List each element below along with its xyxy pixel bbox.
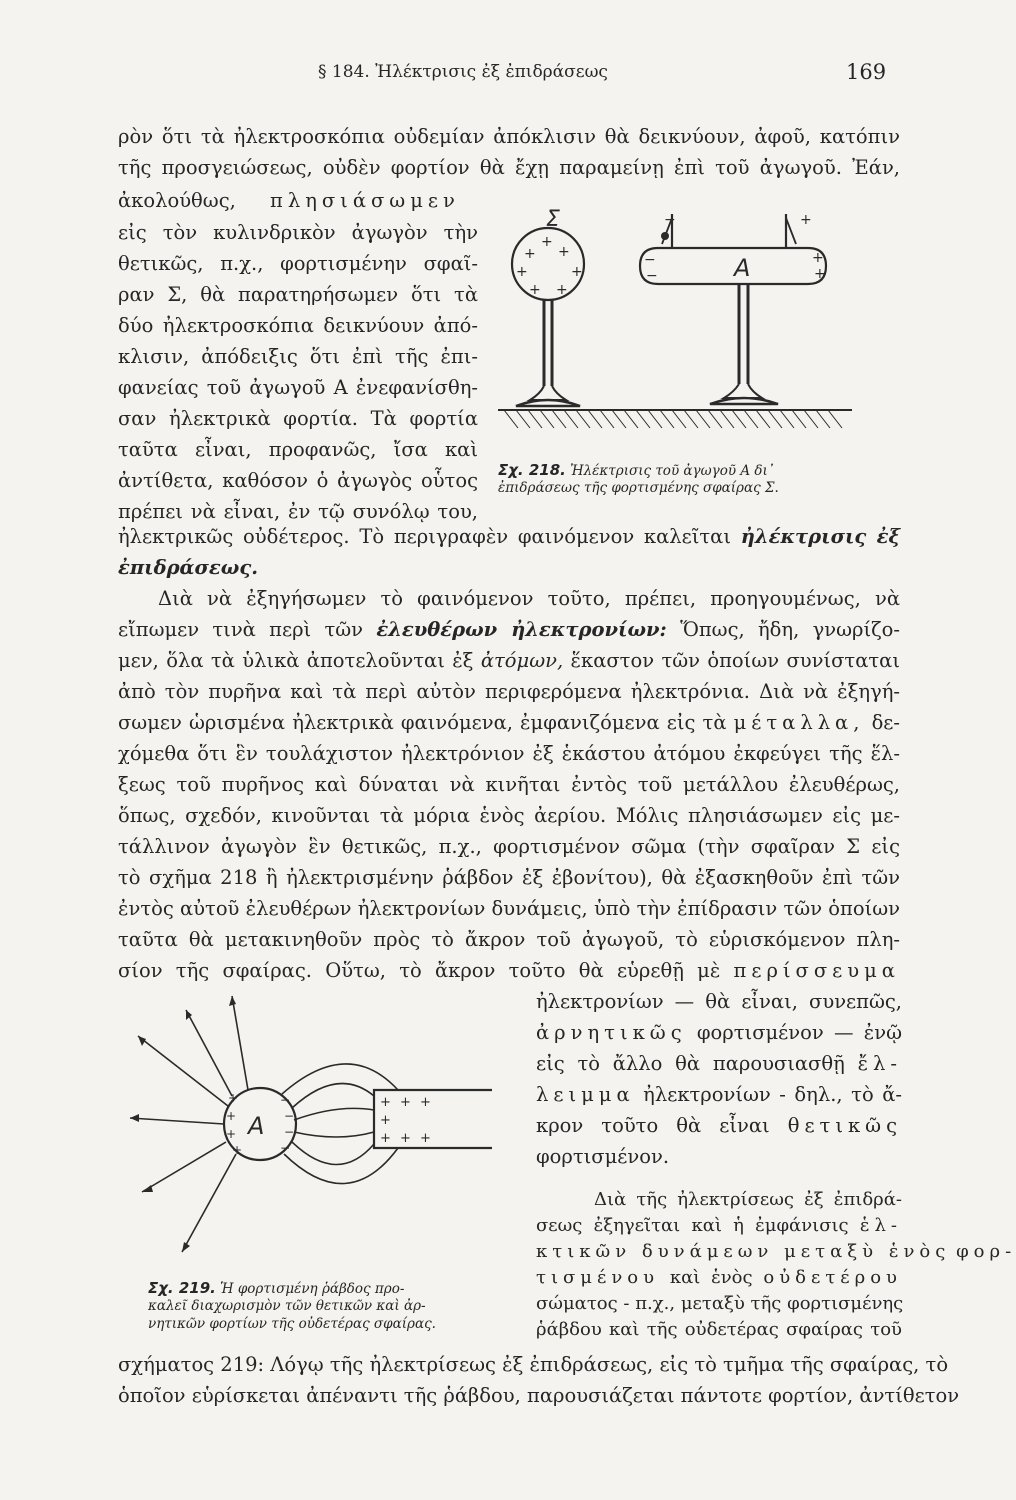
term-heading: ἠλέκτρισις ἐξ [740, 525, 901, 548]
text-line: ῥάβδου καὶ τῆς οὐδετέρας σφαίρας τοῦ [536, 1319, 902, 1340]
text-line: λειμμα ἠλεκτρονίων - δηλ., τὸ ἄ- [536, 1083, 902, 1106]
conductor-charge: − [646, 268, 658, 284]
figure-219 [128, 996, 508, 1278]
sphere-charge: − [280, 1141, 291, 1155]
sphere-charge: + [529, 282, 541, 298]
text-line: ἀκολούθως, πλησιάσωμεν [118, 189, 460, 212]
text-line: ραν Σ, θὰ παρατηρήσωμεν ὅτι τὰ [118, 283, 478, 306]
text-line: χόμεθα ὅτι ἓν τουλάχιστον ἠλεκτρόνιον ἐξ ἑκάστου ἀτόμου ἐκφεύγει τῆς ἕλ- [118, 742, 900, 765]
rod-charge: + [380, 1095, 391, 1110]
text-line: τὸ σχῆμα 218 ἢ ἠλεκτρισμένην ῥάβδον ἐξ ἐβονίτου), θὰ ἐξασκηθοῦν ἐπὶ τῶν [118, 866, 900, 889]
ground-hatching [504, 410, 842, 428]
sphere-charge: + [232, 1143, 243, 1157]
sphere-charge: + [571, 264, 583, 280]
text-line: ἀντίθετα, καθόσον ὁ ἀγωγὸς οὗτος [118, 469, 478, 492]
text-line: κρον τοῦτο θὰ εἶναι θετικῶς [536, 1114, 903, 1137]
sphere-charge: − [280, 1093, 291, 1107]
figure-218 [494, 196, 854, 458]
text-line: σχήματος 219: Λόγῳ τῆς ἠλεκτρίσεως ἐξ ἐπιδράσεως, εἰς τὸ τμῆμα τῆς σφαίρας, τὸ [118, 1353, 949, 1376]
sphere-charge: + [228, 1091, 239, 1105]
text-line: Διὰ τῆς ἠλεκτρίσεως ἐξ ἐπιδρά- [594, 1189, 902, 1210]
caption-218: Σχ. 218. Ἠλέκτρισις τοῦ ἀγωγοῦ Α δι᾿ [498, 461, 775, 479]
text-line: ταῦτα εἶναι, προφανῶς, ἴσα καὶ [118, 438, 478, 461]
text-line: ὁποῖον εὑρίσκεται ἀπέναντι τῆς ῥάβδου, παρουσιάζεται πάντοτε φορτίον, ἀντίθετον [118, 1384, 960, 1407]
text-line: σωμεν ὡρισμένα ἠλεκτρικὰ φαινόμενα, ἐμφανιζόμενα εἰς τὰ μέταλλα, δε- [118, 711, 900, 734]
conductor-charge: + [812, 250, 824, 266]
text-line: Διὰ νὰ ἐξηγήσωμεν τὸ φαινόμενον τοῦτο, πρέπει, προηγουμένως, νὰ [158, 587, 900, 610]
cylindrical-conductor [640, 248, 826, 284]
text-line: ρὸν ὅτι τὰ ἠλεκτροσκόπια οὐδεμίαν ἀπόκλισιν θὰ δεικνύουν, ἀφοῦ, κατόπιν [118, 125, 900, 148]
text-line: ἠλεκτρονίων — θὰ εἶναι, συνεπῶς, [536, 990, 902, 1013]
label-sphere-a: Α [248, 1112, 265, 1140]
running-head: § 184. Ἠλέκτρισις ἐξ ἐπιδράσεως [318, 62, 608, 82]
label-sphere: Σ [546, 207, 560, 232]
text-line: πρέπει νὰ εἶναι, ἐν τῷ συνόλῳ του, [118, 500, 478, 523]
sphere-charge: − [284, 1109, 295, 1123]
rod-charge: + [380, 1131, 391, 1146]
text-line: σαν ἠλεκτρικὰ φορτία. Τὰ φορτία [118, 407, 478, 430]
text-line: εἴπωμεν τινὰ περὶ τῶν ἐλευθέρων ἠλεκτρονίων: Ὅπως, ἤδη, γνωρίζο- [118, 618, 901, 641]
caption-219: Σχ. 219. Ἡ φορτισμένη ῥάβδος προ- [148, 1279, 405, 1297]
text-line: σίον τῆς σφαίρας. Οὕτω, τὸ ἄκρον τοῦτο θὰ εὑρεθῇ μὲ περίσσευμα [118, 959, 900, 982]
leaf-charge: + [800, 212, 812, 228]
page-number: 169 [846, 60, 887, 84]
text-line: ταῦτα θὰ μετακινηθοῦν πρὸς τὸ ἄκρον τοῦ ἀγωγοῦ, τὸ εὑρισκόμενον πλη- [118, 928, 900, 951]
text-line: κλισιν, ἀπόδειξις ὅτι ἐπὶ τῆς ἐπι- [118, 345, 478, 368]
text-line: δύο ἠλεκτροσκόπια δεικνύουν ἀπό- [118, 314, 478, 337]
conductor-charge: − [644, 252, 656, 268]
text-line: ἀπὸ τὸν πυρῆνα καὶ τὰ περὶ αὐτὸν περιφερόμενα ἠλεκτρόνια. Διὰ νὰ ἐξηγή- [118, 680, 900, 703]
text-line: εἰς τὸ ἄλλο θὰ παρουσιασθῇ ἔλ- [536, 1052, 902, 1075]
text-line: τισμένου καὶ ἑνὸς οὐδετέρου [536, 1267, 902, 1288]
sphere-charge: + [516, 264, 528, 280]
charged-rod [374, 1090, 492, 1148]
text-line: σεως ἐξηγεῖται καὶ ἡ ἐμφάνισις ἑλ- [536, 1215, 902, 1236]
text-line: φορτισμένον. [536, 1145, 670, 1168]
caption-219-line-2: καλεῖ διαχωρισμὸν τῶν θετικῶν καὶ ἀρ- [148, 1298, 426, 1314]
text-line: κτικῶν δυνάμεων μεταξὺ ἑνὸς φορ- [536, 1241, 1016, 1262]
conductor-charge: + [814, 266, 826, 282]
sphere-charge: + [226, 1109, 237, 1123]
sphere-charge: + [541, 234, 553, 250]
sphere-charge: + [556, 282, 568, 298]
sphere-charge: + [226, 1127, 237, 1141]
leaf-charge: − [664, 212, 676, 228]
rod-charge: + [420, 1095, 431, 1110]
text-line: ἀρνητικῶς φορτισμένον — ἐνῷ [536, 1021, 902, 1044]
rod-charge: + [420, 1131, 431, 1146]
text-line: τάλλινον ἀγωγὸν ἓν θετικῶς, π.χ., φορτισμένον σῶμα (τὴν σφαῖραν Σ εἰς [118, 835, 900, 858]
text-line: ἐντὸς αὐτοῦ ἐλευθέρων ἠλεκτρονίων δυνάμεις, ὑπὸ τὴν ἐπίδρασιν τῶν ὁποίων [118, 897, 900, 920]
label-conductor: Α [734, 254, 751, 282]
text-line: ξεως τοῦ πυρῆνος καὶ δύναται νὰ κινῆται ἐντὸς τοῦ μετάλλου ἐλευθέρως, [118, 773, 900, 796]
rod-charge: + [380, 1113, 391, 1128]
rod-charge: + [400, 1095, 411, 1110]
text-line: ἠλεκτρικῶς οὐδέτερος. Τὸ περιγραφὲν φαινόμενον καλεῖται ἠλέκτρισις ἐξ [118, 525, 901, 548]
text-line: σώματος - π.χ., μεταξὺ τῆς φορτισμένης [536, 1293, 904, 1314]
text-line: θετικῶς, π.χ., φορτισμένην σφαῖ- [118, 252, 478, 275]
sphere-charge: − [284, 1125, 295, 1139]
text-line: εἰς τὸν κυλινδρικὸν ἀγωγὸν τὴν [118, 221, 478, 244]
sphere-charge: + [558, 244, 570, 260]
text-line: φανείας τοῦ ἀγωγοῦ Α ἐνεφανίσθη- [118, 376, 478, 399]
sphere-charge: + [524, 246, 536, 262]
text-line: μεν, ὅλα τὰ ὑλικὰ ἀποτελοῦνται ἐξ ἀτόμων, ἕκαστον τῶν ὁποίων συνίσταται [118, 649, 900, 672]
rod-charge: + [400, 1131, 411, 1146]
caption-218-line-2: ἐπιδράσεως τῆς φορτισμένης σφαίρας Σ. [498, 480, 779, 496]
text-line: τῆς προσγειώσεως, οὐδὲν φορτίον θὰ ἔχῃ παραμείνῃ ἐπὶ τοῦ ἀγωγοῦ. Ἐάν, [118, 156, 900, 179]
text-line: ὅπως, σχεδόν, κινοῦνται τὰ μόρια ἑνὸς ἀερίου. Μόλις πλησιάσωμεν εἰς με- [118, 804, 900, 827]
caption-219-line-3: νητικῶν φορτίων τῆς οὐδετέρας σφαίρας. [148, 1316, 436, 1332]
page-header [0, 62, 997, 88]
text-line: ἐπιδράσεως. [118, 556, 259, 579]
